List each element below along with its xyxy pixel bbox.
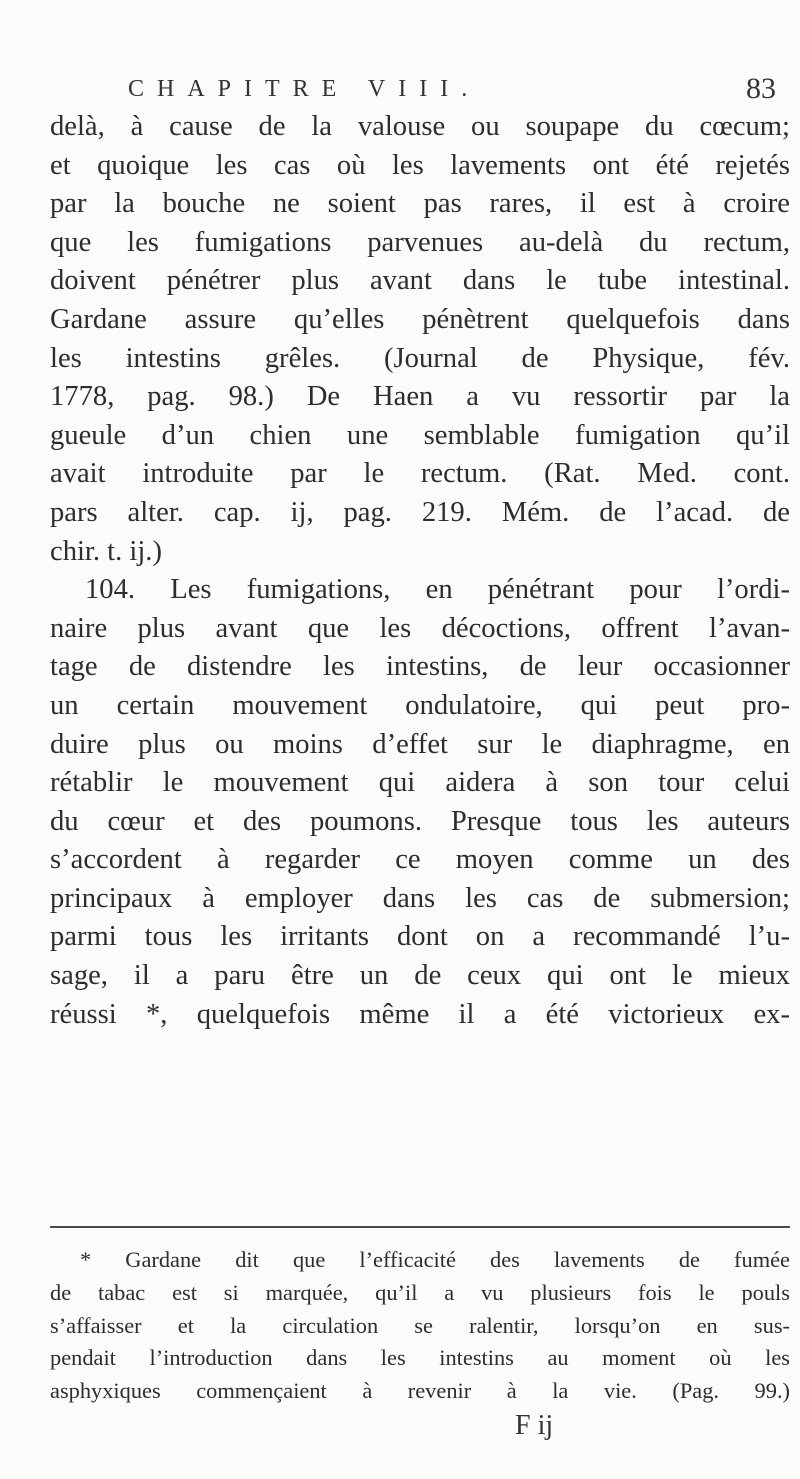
chapter-running-title: CHAPITRE VIII. (128, 76, 481, 102)
text-line: s’accordent à regarder ce moyen comme un des (50, 844, 790, 876)
text-line: parmi tous les irritants dont on a recommandé l’u- (50, 921, 790, 953)
text-line: doivent pénétrer plus avant dans le tube intestinal. (50, 265, 790, 297)
text-line: 1778, pag. 98.) De Haen a vu ressortir par la (50, 381, 790, 413)
page-number: 83 (746, 72, 776, 105)
text-line: pars alter. cap. ij, pag. 219. Mém. de l’acad. de (50, 496, 790, 528)
text-line: duire plus ou moins d’effet sur le diaphragme, en (50, 728, 790, 760)
main-text (50, 108, 790, 1034)
text-line: naire plus avant que les décoctions, offrent l’avan- (50, 612, 790, 644)
text-line: rétablir le mouvement qui aidera à son tour celui (50, 767, 790, 799)
footnote (50, 1244, 790, 1408)
text-line: que les fumigations parvenues au-delà du rectum, (50, 226, 790, 258)
footnote-line: * Gardane dit que l’efficacité des lavements de fumée (80, 1247, 790, 1272)
running-head (128, 72, 782, 106)
text-line: sage, il a paru être un de ceux qui ont le mieux (50, 960, 790, 992)
text-line: réussi *, quelquefois même il a été victorieux ex- (50, 998, 790, 1030)
text-line: par la bouche ne soient pas rares, il est à croire (50, 188, 790, 220)
text-line: gueule d’un chien une semblable fumigation qu’il (50, 419, 790, 451)
text-line: delà, à cause de la valouse ou soupape du cœcum; (50, 111, 790, 142)
text-line: chir. t. ij.) (50, 535, 162, 567)
footnote-line: s’affaisser et la circulation se ralentir, lorsqu’on en sus- (50, 1312, 790, 1338)
text-line: un certain mouvement ondulatoire, qui peut pro- (50, 689, 790, 721)
text-line: principaux à employer dans les cas de submersion; (50, 882, 790, 914)
footnote-line: pendait l’introduction dans les intestins au moment où les (50, 1345, 790, 1371)
footnote-line: de tabac est si marquée, qu’il a vu plusieurs fois le pouls (50, 1279, 790, 1305)
text-line: les intestins grêles. (Journal de Physique, fév. (50, 342, 790, 374)
text-line: Gardane assure qu’elles pénètrent quelquefois dans (50, 303, 790, 335)
footnote-rule (50, 1226, 790, 1228)
signature-mark: F ij (515, 1410, 554, 1441)
text-line: tage de distendre les intestins, de leur occasionner (50, 651, 790, 683)
footnote-line: asphyxiques commençaient à revenir à la vie. (Pag. 99.) (50, 1378, 790, 1404)
paragraph-start-line: 104. Les fumigations, en pénétrant pour l’ordi- (85, 574, 790, 606)
text-line: du cœur et des poumons. Presque tous les auteurs (50, 805, 790, 837)
text-line: et quoique les cas où les lavements ont été rejetés (50, 149, 790, 181)
text-line: avait introduite par le rectum. (Rat. Med. cont. (50, 458, 790, 490)
